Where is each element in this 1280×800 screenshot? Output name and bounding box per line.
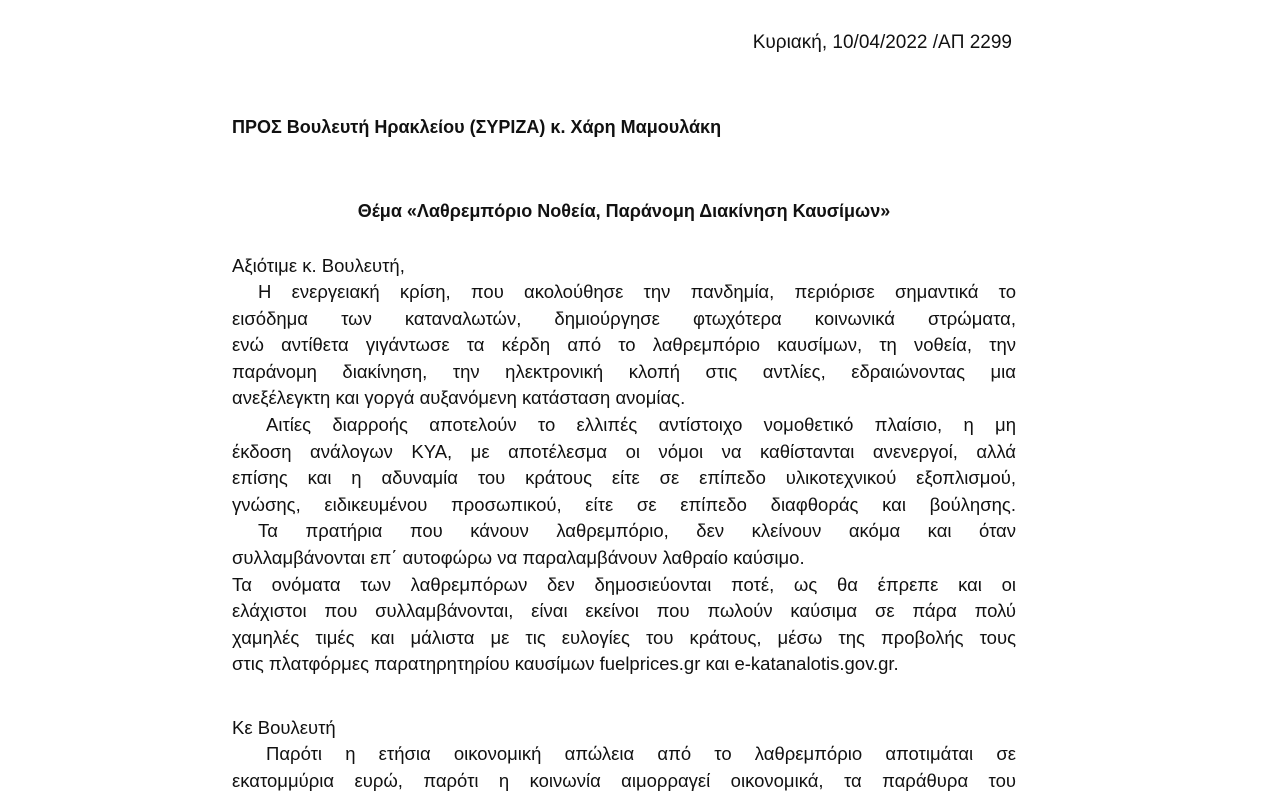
body-line: επίσης και η αδυναμία του κράτους είτε σε επίπεδο υλικοτεχνικού εξοπλισμού, (232, 467, 1016, 489)
body-line: έκδοση ανάλογων ΚΥΑ, με αποτέλεσμα οι νόμοι να καθίστανται ανενεργοί, αλλά (232, 440, 1016, 462)
letter-body (232, 279, 1016, 678)
closing-salutation: Κε Βουλευτή (232, 717, 336, 738)
body-line: εισόδημα των καταναλωτών, δημιούργησε φτωχότερα κοινωνικά στρώματα, (232, 307, 1016, 329)
subject-line: Θέμα «Λαθρεμπόριο Νοθεία, Παράνομη Διακίνηση Καυσίμων» (357, 201, 891, 221)
body-line: Παρότι η ετήσια οικονομική απώλεια από το λαθρεμπόριο αποτιμάται σε (266, 743, 1016, 764)
recipient-line: ΠΡΟΣ Βουλευτή Ηρακλείου (ΣΥΡΙΖΑ) κ. Χάρη Μαμουλάκη (232, 117, 722, 137)
salutation: Αξιότιμε κ. Βουλευτή, (232, 255, 405, 276)
date-reference: Κυριακή, 10/04/2022 /ΑΠ 2299 (752, 32, 1012, 53)
body-line: συλλαμβάνονται επ΄ αυτοφώρω να παραλαμβάνουν λαθραίο καύσιμο. (232, 546, 805, 568)
body-line: Τα πρατήρια που κάνουν λαθρεμπόριο, δεν κλείνουν ακόμα και όταν (258, 520, 1016, 542)
body-line: Αιτίες διαρροής αποτελούν το ελλιπές αντίστοιχο νομοθετικό πλαίσιο, η μη (266, 413, 1016, 435)
body-line: γνώσης, ειδικευμένου προσωπικού, είτε σε επίπεδο διαφθοράς και βούλησης. (232, 493, 1016, 515)
body-line: εκατομμύρια ευρώ, παρότι η κοινωνία αιμορραγεί οικονομικά, τα παράθυρα του (232, 769, 1016, 791)
body-line: Η ενεργειακή κρίση, που ακολούθησε την πανδημία, περιόρισε σημαντικά το (258, 281, 1016, 302)
body-line: ενώ αντίθετα γιγάντωσε τα κέρδη από το λαθρεμπόριο καυσίμων, τη νοθεία, την (232, 334, 1016, 356)
body-line: στις πλατφόρμες παρατηρητηρίου καυσίμων fuelprices.gr και e-katanalotis.gov.gr. (232, 653, 899, 675)
body-line: χαμηλές τιμές και μάλιστα με τις ευλογίες του κράτους, μέσω της προβολής τους (232, 626, 1016, 648)
body-line: παράνομη διακίνηση, την ηλεκτρονική κλοπή στις αντλίες, εδραιώνοντας μια (232, 360, 1016, 382)
letter-body-continued (232, 741, 1016, 794)
body-line: Τα ονόματα των λαθρεμπόρων δεν δημοσιεύονται ποτέ, ως θα έπρεπε και οι (232, 573, 1016, 595)
body-line: ελάχιστοι που συλλαμβάνονται, είναι εκείνοι που πωλούν καύσιμα σε πάρα πολύ (232, 600, 1016, 622)
body-line: ανεξέλεγκτη και γοργά αυξανόμενη κατάσταση ανομίας. (232, 387, 686, 409)
